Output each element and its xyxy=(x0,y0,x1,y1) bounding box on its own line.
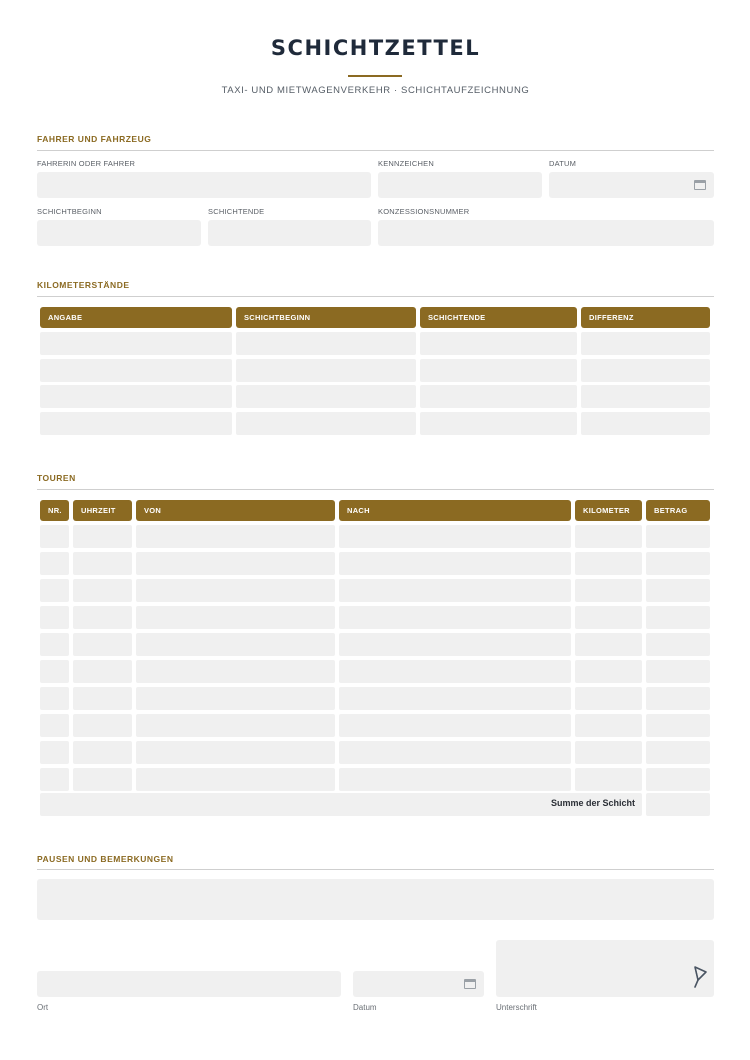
table-cell[interactable] xyxy=(575,768,642,791)
signature-field[interactable] xyxy=(496,940,714,997)
column-header: ANGABE xyxy=(40,307,232,328)
section-title-driver: FAHRER UND FAHRZEUG xyxy=(37,134,152,144)
table-cell[interactable] xyxy=(575,606,642,629)
place-label: Ort xyxy=(37,1003,49,1012)
table-cell[interactable] xyxy=(73,768,132,791)
table-cell[interactable] xyxy=(236,332,416,355)
table-cell[interactable] xyxy=(40,714,69,737)
table-cell[interactable] xyxy=(339,552,571,575)
table-cell[interactable] xyxy=(73,633,132,656)
table-cell[interactable] xyxy=(136,552,335,575)
shift-end-label: SCHICHTENDE xyxy=(208,207,265,216)
table-cell[interactable] xyxy=(339,714,571,737)
table-cell[interactable] xyxy=(581,385,710,408)
table-cell[interactable] xyxy=(581,412,710,435)
table-cell[interactable] xyxy=(40,606,69,629)
shift-start-label: SCHICHTBEGINN xyxy=(37,207,102,216)
table-cell[interactable] xyxy=(575,525,642,548)
table-cell[interactable] xyxy=(136,714,335,737)
table-cell[interactable] xyxy=(646,687,710,710)
column-header: BETRAG xyxy=(646,500,710,521)
section-title-tours: TOUREN xyxy=(37,473,76,483)
table-cell[interactable] xyxy=(136,606,335,629)
calendar-icon[interactable] xyxy=(464,979,476,989)
table-cell[interactable] xyxy=(136,525,335,548)
table-cell[interactable] xyxy=(73,714,132,737)
table-cell[interactable] xyxy=(136,687,335,710)
table-cell[interactable] xyxy=(136,741,335,764)
table-cell[interactable] xyxy=(646,552,710,575)
table-cell[interactable] xyxy=(73,525,132,548)
shift-end-field[interactable] xyxy=(208,220,371,246)
table-cell[interactable] xyxy=(646,525,710,548)
column-header: KILOMETER xyxy=(575,500,642,521)
page-subtitle: TAXI- UND MIETWAGENVERKEHR · SCHICHTAUFZEICHNUNG xyxy=(221,85,530,96)
table-cell[interactable] xyxy=(73,552,132,575)
table-cell[interactable] xyxy=(40,385,232,408)
section-divider xyxy=(37,296,714,297)
column-header: NACH xyxy=(339,500,571,521)
table-cell[interactable] xyxy=(40,579,69,602)
column-header: UHRZEIT xyxy=(73,500,132,521)
table-cell[interactable] xyxy=(40,633,69,656)
driver-field[interactable] xyxy=(37,172,371,198)
section-title-remarks: PAUSEN UND BEMERKUNGEN xyxy=(37,854,174,864)
table-cell[interactable] xyxy=(575,633,642,656)
title-underline xyxy=(348,75,402,77)
table-cell[interactable] xyxy=(646,633,710,656)
table-cell[interactable] xyxy=(420,359,577,382)
sum-label: Summe der Schicht xyxy=(550,798,635,808)
table-cell[interactable] xyxy=(40,741,69,764)
table-cell[interactable] xyxy=(646,714,710,737)
table-cell[interactable] xyxy=(575,579,642,602)
table-cell[interactable] xyxy=(646,579,710,602)
date-label: DATUM xyxy=(549,159,577,168)
table-cell[interactable] xyxy=(136,579,335,602)
table-cell[interactable] xyxy=(40,552,69,575)
table-cell[interactable] xyxy=(339,660,571,683)
table-cell[interactable] xyxy=(73,606,132,629)
table-cell[interactable] xyxy=(646,768,710,791)
column-header: NR. xyxy=(40,500,69,521)
date-field[interactable] xyxy=(549,172,714,198)
section-divider xyxy=(37,489,714,490)
table-cell[interactable] xyxy=(73,579,132,602)
table-cell[interactable] xyxy=(136,660,335,683)
pen-icon xyxy=(692,966,708,988)
table-cell[interactable] xyxy=(646,606,710,629)
signature-label: Unterschrift xyxy=(496,1003,537,1012)
page-title: SCHICHTZETTEL xyxy=(270,36,481,60)
column-header: SCHICHTENDE xyxy=(420,307,577,328)
table-cell[interactable] xyxy=(646,660,710,683)
table-cell[interactable] xyxy=(40,660,69,683)
table-cell[interactable] xyxy=(646,741,710,764)
table-cell[interactable] xyxy=(575,687,642,710)
table-cell[interactable] xyxy=(420,412,577,435)
plate-label: KENNZEICHEN xyxy=(378,159,434,168)
license-label: KONZESSIONSNUMMER xyxy=(378,207,470,216)
table-cell[interactable] xyxy=(73,660,132,683)
table-cell[interactable] xyxy=(136,768,335,791)
table-cell[interactable] xyxy=(339,579,571,602)
table-cell[interactable] xyxy=(339,687,571,710)
table-cell[interactable] xyxy=(581,359,710,382)
table-cell[interactable] xyxy=(40,359,232,382)
plate-field[interactable] xyxy=(378,172,542,198)
table-cell[interactable] xyxy=(40,768,69,791)
table-cell[interactable] xyxy=(339,768,571,791)
table-cell[interactable] xyxy=(420,332,577,355)
license-field[interactable] xyxy=(378,220,714,246)
table-cell[interactable] xyxy=(575,552,642,575)
column-header: VON xyxy=(136,500,335,521)
table-cell[interactable] xyxy=(236,359,416,382)
table-cell[interactable] xyxy=(575,741,642,764)
table-cell[interactable] xyxy=(73,687,132,710)
calendar-icon[interactable] xyxy=(694,180,706,190)
table-cell[interactable] xyxy=(575,714,642,737)
driver-label: FAHRERIN ODER FAHRER xyxy=(37,159,136,168)
section-title-odometer: KILOMETERSTÄNDE xyxy=(37,280,130,290)
remarks-field[interactable] xyxy=(37,879,714,920)
section-divider xyxy=(37,150,714,151)
footer-date-label: Datum xyxy=(353,1003,377,1012)
column-header: DIFFERENZ xyxy=(581,307,710,328)
table-cell[interactable] xyxy=(40,687,69,710)
table-cell[interactable] xyxy=(575,660,642,683)
table-cell[interactable] xyxy=(236,385,416,408)
place-field[interactable] xyxy=(37,971,341,997)
table-cell[interactable] xyxy=(339,525,571,548)
table-cell[interactable] xyxy=(339,606,571,629)
table-cell[interactable] xyxy=(136,633,335,656)
table-cell[interactable] xyxy=(339,633,571,656)
section-divider xyxy=(37,869,714,870)
table-cell[interactable] xyxy=(40,332,232,355)
table-cell[interactable] xyxy=(40,525,69,548)
footer-date-field[interactable] xyxy=(353,971,484,997)
table-cell[interactable] xyxy=(581,332,710,355)
table-cell[interactable] xyxy=(339,741,571,764)
shift-start-field[interactable] xyxy=(37,220,201,246)
column-header: SCHICHTBEGINN xyxy=(236,307,416,328)
table-cell[interactable] xyxy=(236,412,416,435)
table-cell[interactable] xyxy=(73,741,132,764)
table-cell[interactable] xyxy=(40,412,232,435)
sum-total-field[interactable] xyxy=(646,793,710,816)
table-cell[interactable] xyxy=(420,385,577,408)
